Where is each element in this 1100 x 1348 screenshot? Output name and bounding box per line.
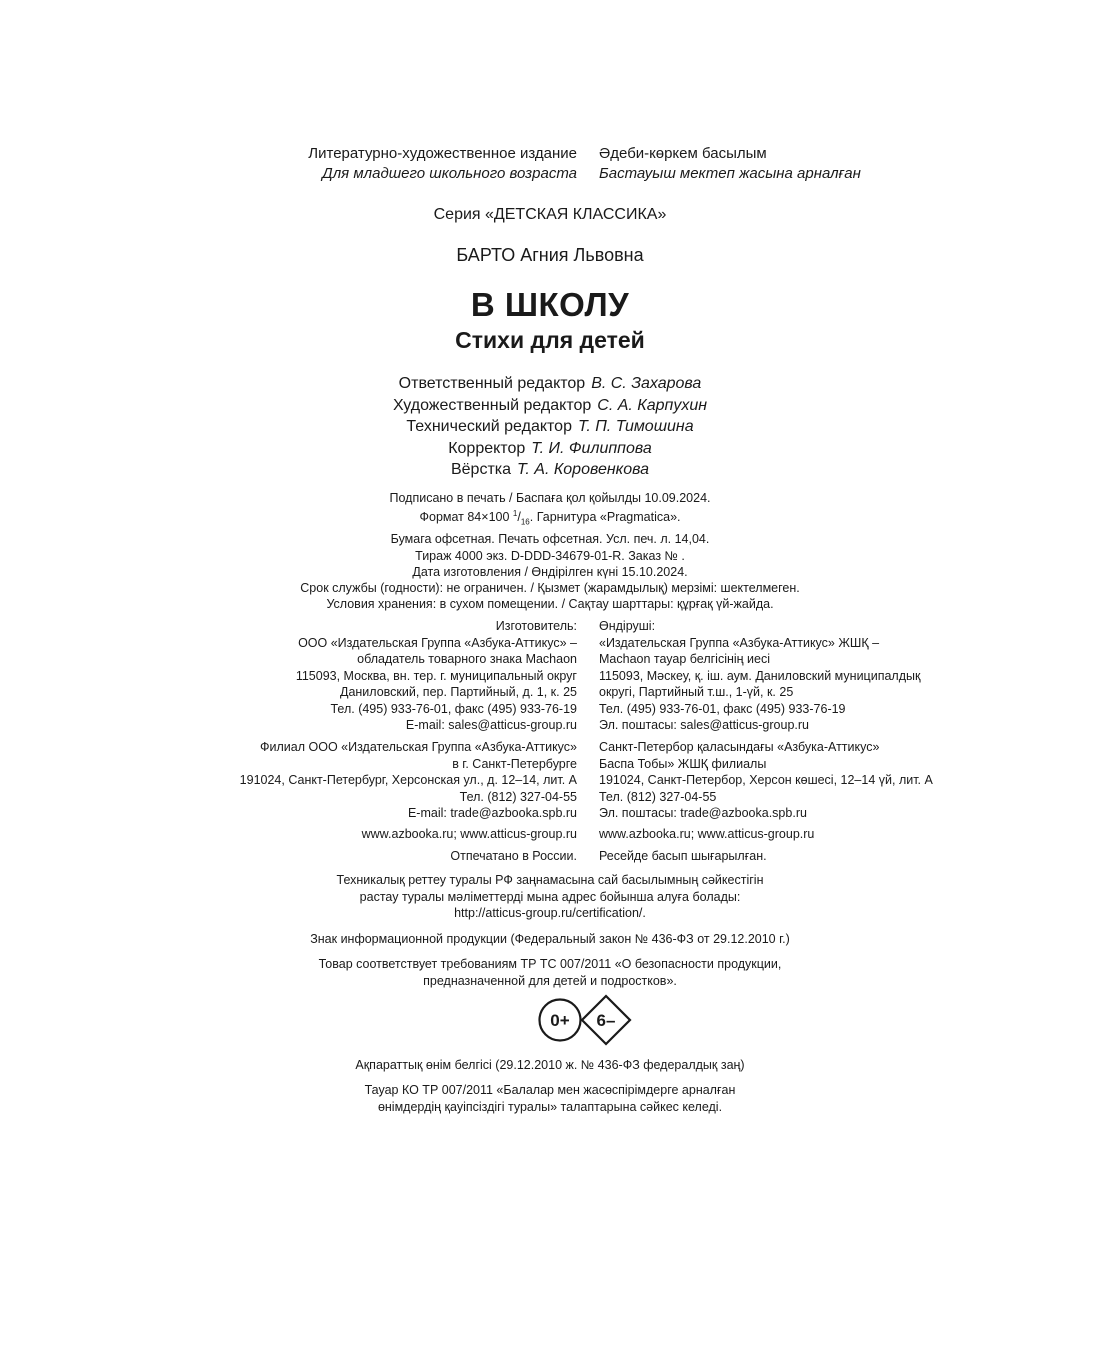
websites-kz: www.azbooka.ru; www.atticus-group.ru xyxy=(599,827,815,841)
branch-ru-line: Тел. (812) 327-04-55 xyxy=(459,789,577,804)
book-title: В ШКОЛУ xyxy=(470,286,630,323)
branch-kz-email: Эл. поштасы: trade@azbooka.spb.ru xyxy=(599,806,807,820)
manufacturer-ru-line: Даниловский, пер. Партийный, д. 1, к. 25 xyxy=(339,685,577,699)
manufacture-date: Дата изготовления / Өндірілген күні 15.10.2024. xyxy=(412,564,688,579)
branch-kz-line: Тел. (812) 327-04-55 xyxy=(599,789,717,804)
printed-in-block xyxy=(0,848,1100,865)
storage-conditions: Условия хранения: в сухом помещении. / Сақтау шарттары: құрғақ үй-жайда. xyxy=(326,597,774,612)
manufacturer-ru-email: E-mail: sales@atticus-group.ru xyxy=(405,718,577,732)
age-group-ru: Для младшего школьного возраста xyxy=(322,165,577,182)
certification-note xyxy=(0,872,1100,922)
compliance-ru-line: Товар соответствует требованиям ТР ТС 007/2011 «О безопасности продукции, xyxy=(318,957,782,971)
series-name: Серия «ДЕТСКАЯ КЛАССИКА» xyxy=(433,206,667,223)
branch-ru-line: 191024, Санкт-Петербург, Херсонская ул., д. 12–14, лит. А xyxy=(239,773,577,787)
compliance-ru-line: предназначенной для детей и подростков». xyxy=(423,973,677,988)
manufacturer-kz-email: Эл. поштасы: sales@atticus-group.ru xyxy=(599,718,809,732)
certification-line: растау туралы мәліметтерді мына адрес бойынша алуға болады: xyxy=(359,889,741,904)
age-mark-circle-text: 0+ xyxy=(550,1011,570,1030)
compliance-kz-line: өнімдердің қауіпсіздігі туралы» талаптарына сәйкес келеді. xyxy=(377,1099,723,1114)
manufacturer-ru-line: 115093, Москва, вн. тер. г. муниципальный округ xyxy=(295,668,577,683)
compliance-kz-line: Тауар КО ТР 007/2011 «Балалар мен жасөспірімдерге арналған xyxy=(364,1083,736,1097)
printed-in-kz: Ресейде басып шығарылған. xyxy=(599,849,767,863)
manufacturer-ru-line: Изготовитель: xyxy=(495,619,577,633)
certification-url: http://atticus-group.ru/certification/. xyxy=(454,906,646,920)
paper-line: Бумага офсетная. Печать офсетная. Усл. печ. л. 14,04. xyxy=(390,532,710,547)
compliance-kz xyxy=(0,1082,1100,1115)
credits-list xyxy=(0,373,1100,481)
service-life: Срок службы (годности): не ограничен. / Қызмет (жарамдылық) мерзімі: шектелмеген. xyxy=(300,581,800,596)
info-mark-ru: Знак информационной продукции (Федеральный закон № 436-ФЗ от 29.12.2010 г.) xyxy=(310,932,790,946)
genre-ru: Литературно-художественное издание xyxy=(308,145,577,162)
author-name: БАРТО Агния Львовна xyxy=(456,245,644,265)
genre-block xyxy=(0,144,1100,184)
manufacturer-ru-line: ООО «Издательская Группа «Азбука-Аттикус» – xyxy=(298,635,577,650)
manufacturer-ru-line: Тел. (495) 933-76-01, факс (495) 933-76-19 xyxy=(330,701,577,716)
imprint-details xyxy=(0,490,1100,613)
manufacturer-ru-line: обладатель товарного знака Machaon xyxy=(357,652,577,666)
age-group-kz: Бастауыш мектеп жасына арналған xyxy=(599,165,861,182)
credit-row: Ответственный редактор В. С. Захарова xyxy=(398,375,702,392)
branch-ru-line: в г. Санкт-Петербурге xyxy=(452,756,577,771)
print-run: Тираж 4000 экз. D-DDD-34679-01-R. Заказ № . xyxy=(415,548,685,563)
age-marks xyxy=(0,993,1100,1047)
credit-row: Художественный редактор С. А. Карпухин xyxy=(392,396,708,414)
manufacturer-block xyxy=(0,618,1100,734)
age-mark-diamond-text: 6– xyxy=(596,1011,616,1030)
manufacturer-kz-line: Тел. (495) 933-76-01, факс (495) 933-76-19 xyxy=(599,701,846,716)
branch-kz-line: 191024, Санкт-Петербор, Херсон көшесі, 12–14 үй, лит. А xyxy=(599,773,933,787)
info-mark-kz: Ақпараттық өнім белгісі (29.12.2010 ж. № 436-ФЗ федералдық заң) xyxy=(355,1058,745,1072)
credit-row: Технический редактор Т. П. Тимошина xyxy=(406,418,694,435)
credit-row: Вёрстка Т. А. Коровенкова xyxy=(450,461,650,478)
age-mark-circle-icon xyxy=(540,1000,581,1041)
branch-kz-line: Баспа Тобы» ЖШҚ филиалы xyxy=(599,756,767,771)
branch-ru-line: Филиал ООО «Издательская Группа «Азбука-Аттикус» xyxy=(260,740,577,754)
manufacturer-kz-line: Machaon тауар белгісінің иесі xyxy=(599,652,771,666)
websites-ru: www.azbooka.ru; www.atticus-group.ru xyxy=(361,827,577,841)
branch-block xyxy=(0,739,1100,822)
signed-to-print: Подписано в печать / Баспаға қол қойылды 10.09.2024. xyxy=(389,491,711,505)
printed-in-ru: Отпечатано в России. xyxy=(450,849,577,863)
branch-kz-line: Санкт-Петербор қаласындағы «Азбука-Аттикус» xyxy=(599,740,880,754)
book-subtitle: Стихи для детей xyxy=(455,327,645,353)
certification-line: Техникалық реттеу туралы РФ заңнамасына сай басылымның сәйкестігін xyxy=(336,873,764,887)
websites-block xyxy=(0,826,1100,843)
branch-ru-email: E-mail: trade@azbooka.spb.ru xyxy=(407,806,577,820)
manufacturer-kz-line: «Издательская Группа «Азбука-Аттикус» ЖШҚ – xyxy=(599,635,880,650)
manufacturer-kz-line: округі, Партийный т.ш., 1-үй, к. 25 xyxy=(599,685,794,699)
age-mark-diamond-icon xyxy=(582,996,630,1044)
genre-kz: Әдеби-көркем басылым xyxy=(599,145,767,162)
manufacturer-kz-line: 115093, Мәскеу, қ. іш. аум. Даниловский муниципалдық xyxy=(599,668,921,683)
manufacturer-kz-line: Өндіруші: xyxy=(599,619,656,633)
credit-row: Корректор Т. И. Филиппова xyxy=(448,439,652,457)
format-line: Формат 84×100 $^1/_{16}$. Гарнитура «Pragmatica». xyxy=(419,509,681,527)
compliance-ru xyxy=(0,956,1100,989)
